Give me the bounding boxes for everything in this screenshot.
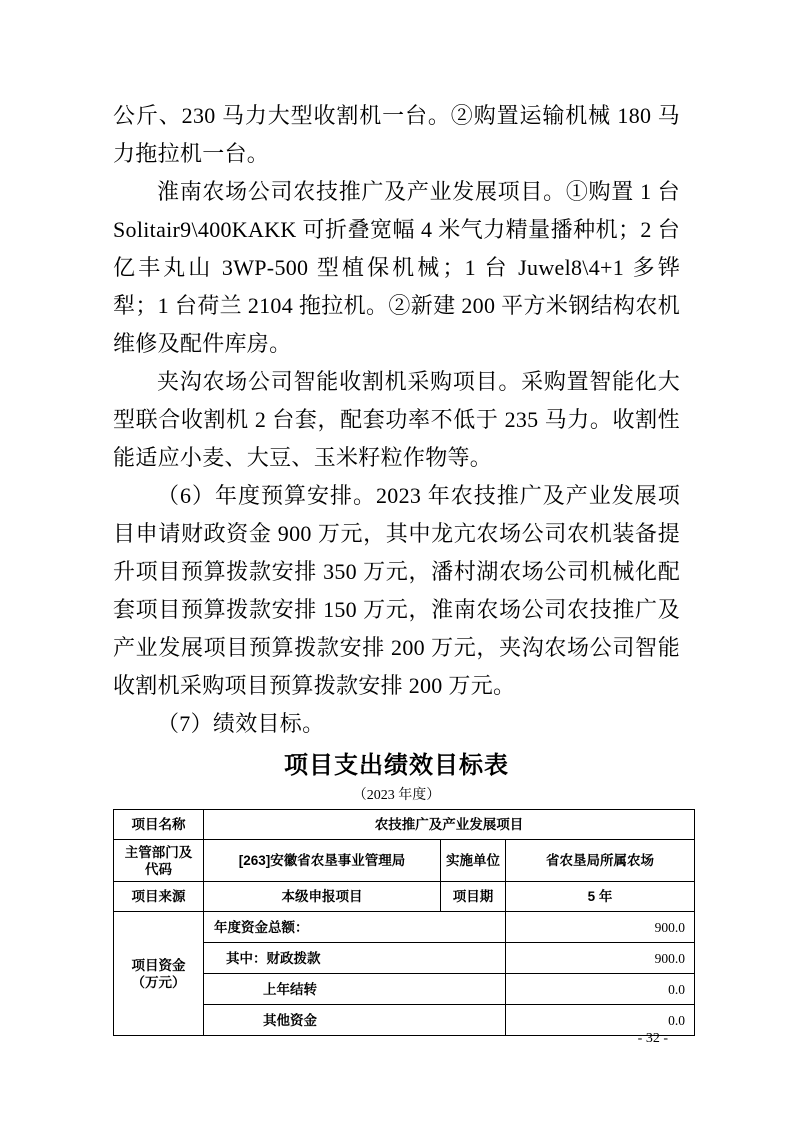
project-period-label: 项目期: [441, 882, 506, 912]
page-content: [113, 97, 686, 1036]
department-label-line1: 主管部门及: [124, 844, 193, 860]
performance-table-title: 项目支出绩效目标表: [284, 752, 509, 779]
other-funds-value: 0.0: [506, 1005, 695, 1036]
body-paragraph: （7）绩效目标。: [157, 711, 325, 736]
other-funds-label: 其他资金: [204, 1005, 506, 1036]
performance-table-subtitle: （2023 年度）: [352, 788, 441, 803]
performance-goal-table: [113, 809, 695, 1036]
project-source-value: 本级申报项目: [204, 882, 441, 912]
project-source-label: 项目来源: [114, 882, 204, 912]
body-paragraph: 夹沟农场公司智能收割机采购项目。采购置智能化大型联合收割机 2 台套，配套功率不低于 235 马力。收割性能适应小麦、大豆、玉米籽粒作物等。: [113, 369, 680, 470]
table-row: [114, 840, 695, 882]
project-name-value: 农技推广及产业发展项目: [204, 810, 695, 840]
carryover-label: 上年结转: [204, 974, 506, 1005]
body-paragraph: 公斤、230 马力大型收割机一台。②购置运输机械 180 马力拖拉机一台。: [113, 103, 680, 166]
fiscal-appropriation-value: 900.0: [506, 943, 695, 974]
department-label-line2: 代码: [145, 861, 172, 877]
table-row: [114, 810, 695, 840]
table-row: [114, 912, 695, 943]
implementing-unit-label: 实施单位: [441, 840, 506, 882]
project-funding-label: [114, 912, 204, 1036]
department-label: [114, 840, 204, 882]
table-row: [114, 882, 695, 912]
body-paragraph: 淮南农场公司农技推广及产业发展项目。①购置 1 台 Solitair9\400KAKK 可折叠宽幅 4 米气力精量播种机；2 台亿丰丸山 3WP-500 型植保机械；1 台 Juwel8\4+1 多铧犁；1 台荷兰 2104 拖拉机。②新建 200 平方米钢结构农机维修及配件库房。: [113, 179, 680, 356]
body-paragraph: （6）年度预算安排。2023 年农技推广及产业发展项目申请财政资金 900 万元，其中龙亢农场公司农机装备提升项目预算拨款安排 350 万元，潘村湖农场公司机械化配套项目预算拨款安排 150 万元，淮南农场公司农技推广及产业发展项目预算拨款安排 200 万元，夹沟农场公司智能收割机采购项目预算拨款安排 200 万元。: [113, 483, 680, 698]
project-funding-label-line1: 项目资金: [131, 957, 186, 973]
project-funding-label-line2: （万元）: [131, 974, 186, 990]
page-number: - 32 -: [637, 1031, 668, 1046]
annual-fund-total-value: 900.0: [506, 912, 695, 943]
project-name-label: 项目名称: [114, 810, 204, 840]
implementing-unit-value: 省农垦局所属农场: [506, 840, 695, 882]
department-value: [263]安徽省农垦事业管理局: [204, 840, 441, 882]
fiscal-appropriation-label: 其中：财政拨款: [204, 943, 506, 974]
carryover-value: 0.0: [506, 974, 695, 1005]
annual-fund-total-label: 年度资金总额：: [204, 912, 506, 943]
project-period-value: 5 年: [506, 882, 695, 912]
